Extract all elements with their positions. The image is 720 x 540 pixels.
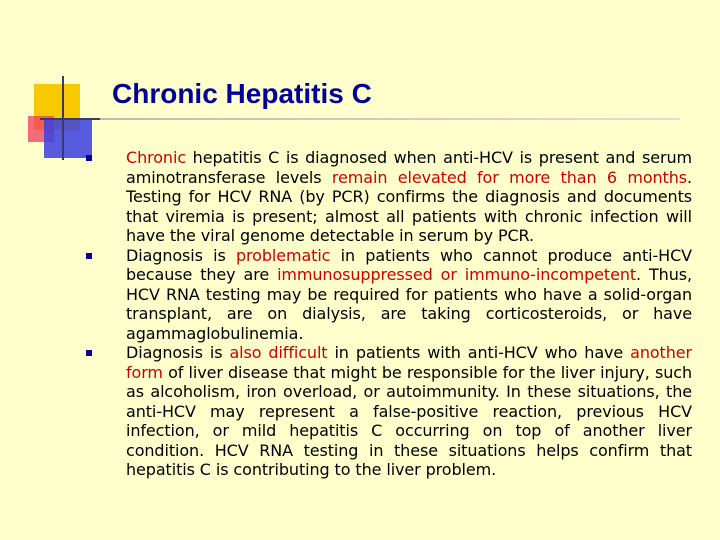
bullet-text: [126, 343, 692, 480]
highlighted-text: Chronic: [126, 148, 187, 167]
highlighted-text: immunosuppressed or immuno-incompetent: [277, 265, 637, 284]
text-run: in patients with anti-HCV who have: [327, 343, 631, 362]
highlighted-text: remain elevated for more than 6 months: [331, 167, 688, 187]
bullet-marker: [86, 253, 92, 259]
slide-title: Chronic Hepatitis C: [112, 78, 372, 109]
highlighted-text: problematic: [235, 245, 331, 265]
bullet-item: [86, 148, 692, 246]
bullet-marker: [86, 155, 92, 161]
text-run: hepatitis C is diagnosed when anti-HCV is present and serum aminotransferase levels: [126, 148, 692, 187]
bullet-item: [86, 246, 692, 344]
text-run: Diagnosis is: [126, 343, 230, 362]
bullet-marker: [86, 350, 92, 356]
highlighted-text: another form: [126, 343, 692, 382]
bullet-item: [86, 343, 692, 480]
highlighted-text: also difficult: [229, 343, 328, 362]
text-run: . Testing for HCV RNA (by PCR) confirms the diagnosis and documents that viremia is present; almost all patients with chronic infection will have the viral genome detectable in serum by PCR.: [126, 167, 693, 245]
bullet-list: [86, 148, 692, 480]
bullet-text: [126, 148, 692, 246]
text-run: of liver disease that might be responsible for the liver injury, such as alcoholism, iron overload, or autoimmunity. In these situations, the anti-HCV may represent a false-positive reaction, previous HCV infection, or mild hepatitis C occurring on top of another liver condition. HCV RNA testing in these situations helps confirm that hepatitis C is contributing to the liver problem.: [126, 362, 692, 479]
text-run: . Thus, HCV RNA testing may be required for patients who have a solid-organ transplant, are on dialysis, are taking corticosteroids, or have agammaglobulinemia.: [126, 265, 692, 343]
bullet-text: [126, 246, 692, 344]
decor-blue-square: [44, 118, 92, 158]
title-underline: [40, 118, 680, 120]
text-run: Diagnosis is: [126, 245, 236, 265]
text-run: in patients who cannot produce anti-HCV because they are: [126, 245, 692, 284]
